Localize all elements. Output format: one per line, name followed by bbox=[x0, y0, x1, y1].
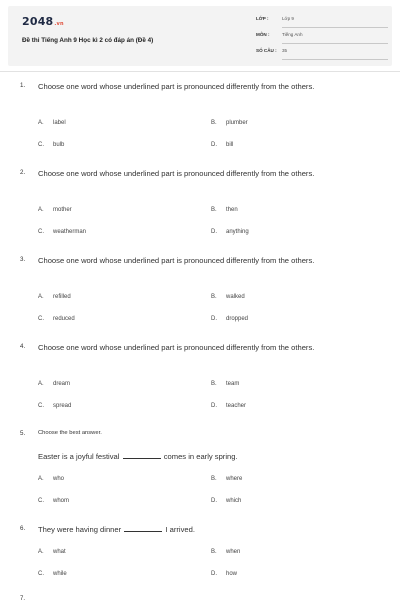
question-number: 2. bbox=[20, 169, 26, 176]
question-number-next: 7. bbox=[20, 596, 26, 602]
question-number: 1. bbox=[20, 82, 26, 89]
option-c[interactable]: C. whom bbox=[38, 498, 70, 504]
option-c[interactable]: C. while bbox=[38, 571, 67, 577]
option-d[interactable]: D. how bbox=[211, 571, 238, 577]
meta-class bbox=[256, 14, 396, 28]
meta-value: Tiếng Anh bbox=[282, 32, 303, 37]
divider bbox=[282, 59, 388, 60]
question-instruction: Choose the best answer. bbox=[38, 430, 102, 436]
option-b[interactable]: B. team bbox=[211, 381, 240, 387]
question-text: Easter is a joyful festival comes in early spring. bbox=[38, 452, 238, 461]
meta-label: SỐ CÂU : bbox=[256, 48, 277, 53]
meta-label: MÔN : bbox=[256, 32, 270, 37]
question-number: 3. bbox=[20, 256, 26, 263]
question-number: 5. bbox=[20, 430, 26, 437]
meta-value: Lớp 9 bbox=[282, 16, 294, 21]
option-a[interactable]: A. label bbox=[38, 120, 66, 126]
option-b[interactable]: B. then bbox=[211, 207, 238, 213]
option-b[interactable]: B. walked bbox=[211, 294, 245, 300]
option-a[interactable]: A. who bbox=[38, 476, 65, 482]
meta-label: LỚP : bbox=[256, 16, 269, 21]
option-b[interactable]: B. where bbox=[211, 476, 243, 482]
option-c[interactable]: C. weatherman bbox=[38, 229, 87, 235]
question-text: Choose one word whose underlined part is pronounced differently from the others. bbox=[38, 169, 315, 178]
option-d[interactable]: D. dropped bbox=[211, 316, 249, 322]
meta-subject bbox=[256, 30, 396, 44]
option-b[interactable]: B. plumber bbox=[211, 120, 248, 126]
option-d[interactable]: D. anything bbox=[211, 229, 249, 235]
option-c[interactable]: C. spread bbox=[38, 403, 72, 409]
option-a[interactable]: A. what bbox=[38, 549, 66, 555]
meta-question-count bbox=[256, 46, 396, 60]
option-d[interactable]: D. which bbox=[211, 498, 242, 504]
question-text: Choose one word whose underlined part is pronounced differently from the others. bbox=[38, 256, 315, 265]
answer-blank bbox=[124, 524, 162, 532]
document-header bbox=[8, 6, 392, 66]
answer-blank bbox=[123, 451, 161, 459]
option-c[interactable]: C. bulb bbox=[38, 142, 65, 148]
option-b[interactable]: B. when bbox=[211, 549, 241, 555]
option-a[interactable]: A. dream bbox=[38, 381, 71, 387]
question-text: They were having dinner I arrived. bbox=[38, 525, 195, 534]
question-text: Choose one word whose underlined part is pronounced differently from the others. bbox=[38, 82, 315, 91]
meta-value: 35 bbox=[282, 48, 288, 53]
divider bbox=[282, 43, 388, 44]
option-a[interactable]: A. refilled bbox=[38, 294, 71, 300]
option-c[interactable]: C. reduced bbox=[38, 316, 75, 322]
divider bbox=[282, 27, 388, 28]
page-title: Đề thi Tiếng Anh 9 Học kì 2 có đáp án (Đề 4) bbox=[22, 37, 154, 44]
question-text: Choose one word whose underlined part is pronounced differently from the others. bbox=[38, 343, 315, 352]
option-d[interactable]: D. teacher bbox=[211, 403, 247, 409]
question-number: 4. bbox=[20, 343, 26, 350]
question-number: 6. bbox=[20, 525, 26, 532]
site-logo[interactable]: 2048.vn bbox=[22, 15, 64, 28]
header-divider bbox=[0, 71, 400, 72]
option-a[interactable]: A. mother bbox=[38, 207, 72, 213]
option-d[interactable]: D. bill bbox=[211, 142, 234, 148]
